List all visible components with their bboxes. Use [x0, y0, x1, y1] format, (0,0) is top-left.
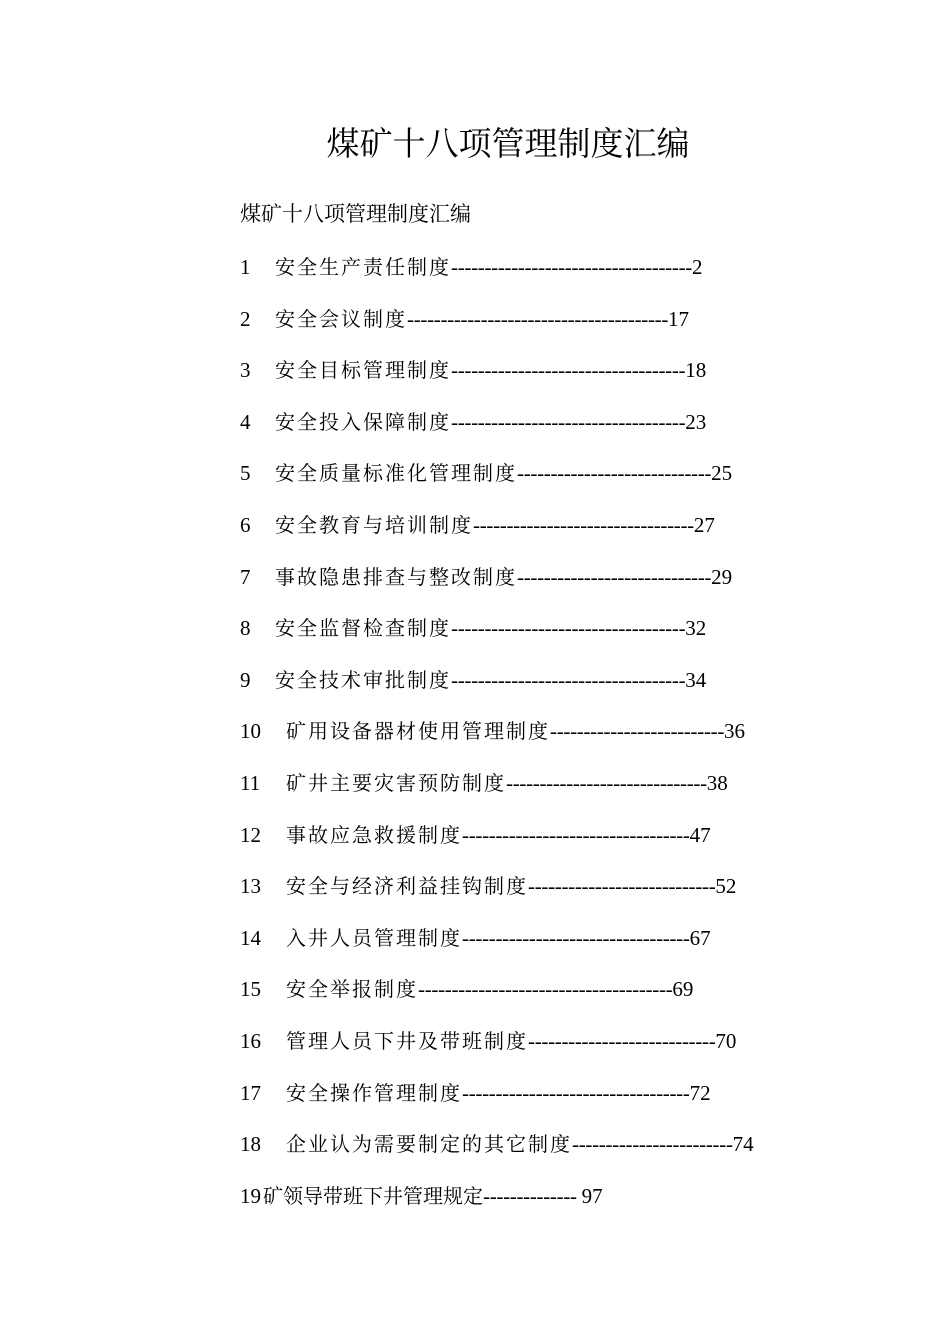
toc-leader: -------------- — [483, 1183, 582, 1208]
toc-entry — [240, 507, 754, 559]
toc-number: 5 — [240, 461, 251, 486]
toc-entry — [240, 404, 754, 456]
toc-title: 矿用设备器材使用管理制度 — [286, 719, 550, 744]
toc-entry — [240, 249, 754, 301]
toc-page-number: 23 — [685, 409, 707, 434]
toc-entry — [240, 1023, 754, 1075]
toc-title: 安全监督检查制度 — [275, 616, 451, 641]
document-subtitle: 煤矿十八项管理制度汇编 — [240, 202, 471, 226]
toc-leader: ----------------------------------- — [451, 616, 686, 641]
toc-entry — [240, 662, 754, 714]
toc-number: 9 — [240, 667, 251, 692]
toc-leader: ----------------------------------- — [451, 667, 686, 692]
toc-leader: ---------------------------------- — [462, 925, 690, 950]
toc-title: 事故应急救援制度 — [286, 822, 462, 847]
toc-title: 管理人员下井及带班制度 — [286, 1028, 528, 1053]
toc-page-number: 18 — [685, 358, 707, 383]
toc-number: 7 — [240, 564, 251, 589]
toc-page-number: 25 — [711, 461, 733, 486]
toc-page-number: 69 — [672, 977, 694, 1002]
toc-entry — [240, 971, 754, 1023]
toc-leader: ------------------------------------ — [451, 255, 692, 279]
toc-leader: ---------------------------------- — [462, 1080, 690, 1105]
toc-number: 12 — [240, 822, 261, 847]
toc-number: 13 — [240, 874, 261, 899]
toc-leader: --------------------------------------- — [407, 306, 669, 331]
toc-page-number: 34 — [685, 667, 707, 692]
toc-page-number: 52 — [715, 874, 737, 899]
toc-entry — [240, 455, 754, 507]
toc-page-number: 38 — [706, 770, 728, 795]
toc-number: 17 — [240, 1080, 261, 1105]
toc-number: 1 — [240, 255, 251, 279]
toc-number: 16 — [240, 1028, 261, 1053]
toc-page-number: 27 — [693, 512, 715, 537]
toc-leader: ---------------------------------- — [462, 822, 690, 847]
toc-leader: ----------------------------- — [517, 461, 712, 486]
toc-entry — [240, 920, 754, 972]
toc-entry — [240, 765, 754, 817]
toc-number: 8 — [240, 616, 251, 641]
toc-entry — [240, 1178, 754, 1230]
toc-entry — [240, 559, 754, 611]
toc-title: 入井人员管理制度 — [286, 925, 462, 950]
toc-leader: ----------------------------------- — [451, 358, 686, 383]
toc-entry — [240, 610, 754, 662]
toc-entry — [240, 1126, 754, 1178]
toc-entry — [240, 1075, 754, 1127]
toc-number: 14 — [240, 925, 261, 950]
toc-leader: --------------------------------- — [473, 512, 694, 537]
toc-leader: ---------------------------- — [528, 1028, 716, 1053]
toc-title: 企业认为需要制定的其它制度 — [286, 1132, 572, 1157]
toc-page-number: 74 — [732, 1132, 754, 1157]
document-title: 煤矿十八项管理制度汇编 — [326, 124, 690, 163]
toc-leader: ---------------------------- — [528, 874, 716, 899]
toc-number: 4 — [240, 409, 251, 434]
toc-leader: -------------------------- — [550, 719, 725, 744]
toc-title: 安全举报制度 — [286, 977, 418, 1002]
toc-title: 安全目标管理制度 — [275, 358, 451, 383]
toc-title: 安全投入保障制度 — [275, 409, 451, 434]
toc-entry — [240, 352, 754, 404]
toc-page-number: 36 — [724, 719, 746, 744]
toc-title: 安全会议制度 — [275, 306, 407, 331]
toc-page-number: 2 — [691, 255, 703, 279]
table-of-contents — [240, 249, 754, 1229]
toc-number: 10 — [240, 719, 261, 744]
toc-number: 11 — [240, 770, 261, 795]
toc-number: 18 — [240, 1132, 261, 1157]
toc-page-number: 72 — [689, 1080, 711, 1105]
toc-page-number: 67 — [689, 925, 711, 950]
toc-entry — [240, 817, 754, 869]
toc-title: 安全操作管理制度 — [286, 1080, 462, 1105]
toc-number: 19 — [240, 1183, 261, 1208]
toc-title: 安全教育与培训制度 — [275, 512, 473, 537]
toc-title: 矿领导带班下井管理规定 — [263, 1183, 483, 1208]
toc-title: 安全质量标准化管理制度 — [275, 461, 517, 486]
toc-entry — [240, 868, 754, 920]
toc-page-number: 17 — [668, 306, 690, 331]
toc-leader: ----------------------------------- — [451, 409, 686, 434]
toc-entry — [240, 713, 754, 765]
toc-page-number: 70 — [715, 1028, 737, 1053]
toc-title: 安全与经济利益挂钩制度 — [286, 874, 528, 899]
toc-page-number: 32 — [685, 616, 707, 641]
toc-leader: ------------------------ — [572, 1132, 733, 1157]
toc-title: 事故隐患排查与整改制度 — [275, 564, 517, 589]
toc-entry — [240, 301, 754, 353]
toc-title: 安全技术审批制度 — [275, 667, 451, 692]
toc-leader: -------------------------------------- — [418, 977, 673, 1002]
toc-number: 2 — [240, 306, 251, 331]
toc-number: 3 — [240, 358, 251, 383]
toc-page-number: 97 — [581, 1183, 603, 1208]
toc-page-number: 29 — [711, 564, 733, 589]
toc-page-number: 47 — [689, 822, 711, 847]
toc-title: 安全生产责任制度 — [275, 255, 451, 279]
toc-leader: ------------------------------ — [506, 770, 707, 795]
toc-number: 15 — [240, 977, 261, 1002]
toc-title: 矿井主要灾害预防制度 — [286, 770, 506, 795]
toc-leader: ----------------------------- — [517, 564, 712, 589]
toc-number: 6 — [240, 512, 251, 537]
